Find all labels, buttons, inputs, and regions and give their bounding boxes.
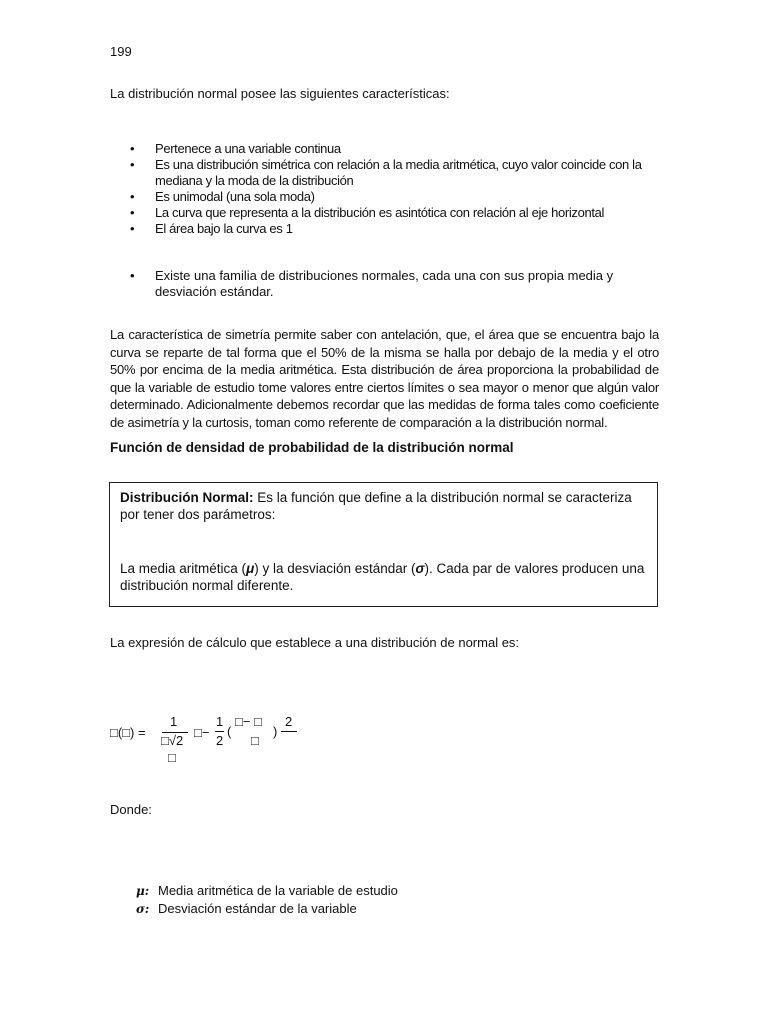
mu-symbol: μ bbox=[246, 561, 255, 576]
legend-symbol: μ: bbox=[136, 884, 150, 898]
params-prefix: La media aritmética ( bbox=[120, 561, 247, 576]
definition-term: Distribución Normal: bbox=[120, 490, 254, 505]
family-list bbox=[130, 268, 670, 300]
definition-body: Es la función que define a la distribución normal se caracteriza por tener dos parámetros: bbox=[120, 490, 632, 522]
normal-density-formula bbox=[110, 712, 350, 772]
formula-fraction-bar bbox=[215, 731, 224, 732]
formula-exp-base: □− bbox=[194, 725, 210, 740]
formula-frac1-denominator: □√2 bbox=[161, 733, 184, 748]
calc-intro-text: La expresión de cálculo que establece a una distribución de normal es: bbox=[110, 635, 520, 650]
section-heading: Función de densidad de probabilidad de la distribución normal bbox=[110, 440, 514, 455]
list-item: • El área bajo la curva es 1 bbox=[130, 221, 670, 237]
formula-open-paren: ( bbox=[227, 724, 232, 739]
formula-half-numerator: 1 bbox=[216, 714, 224, 729]
definition-box bbox=[109, 482, 658, 607]
formula-close-paren: ) bbox=[273, 724, 278, 739]
formula-power: 2 bbox=[285, 714, 293, 729]
params-middle: ) y la desviación estándar ( bbox=[254, 561, 416, 576]
legend-description: Media aritmética de la variable de estudio bbox=[158, 883, 398, 898]
formula-frac1-subscript: □ bbox=[168, 750, 176, 765]
formula-half-denominator: 2 bbox=[216, 733, 224, 748]
legend-symbol: σ: bbox=[136, 902, 150, 916]
sigma-symbol: σ bbox=[415, 561, 425, 576]
formula-fraction-bar bbox=[281, 731, 297, 732]
donde-label: Donde: bbox=[110, 802, 152, 817]
symmetry-paragraph: La característica de simetría permite saber con antelación, que, el área que se encuentra bajo la curva se reparte de tal forma que el 50% de la misma se halla por debajo de la media y el otro 50% por encima de la media aritmética. Esta distribución de área proporciona la probabilidad de que la variable de estudio tome valores entre ciertos límites o sea mayor o menor que algún valor determinado. Adicionalmente debemos recordar que las medidas de forma tales como coeficiente de asimetría y la curtosis, toman como referente de comparación a la distribución normal. bbox=[110, 327, 659, 430]
params-suffix: ). Cada par de valores producen una distribución normal diferente. bbox=[120, 561, 645, 593]
legend-description: Desviación estándar de la variable bbox=[158, 901, 357, 916]
parameters-text bbox=[120, 560, 647, 594]
definition-text bbox=[120, 489, 647, 523]
page-number: 199 bbox=[110, 44, 132, 59]
formula-frac1-numerator: 1 bbox=[170, 714, 178, 729]
list-item: • La curva que representa a la distribución es asintótica con relación al eje horizontal bbox=[130, 205, 670, 221]
list-item: • Existe una familia de distribuciones normales, cada una con sus propia media y desviación estándar. bbox=[130, 268, 670, 300]
symbol-legend bbox=[136, 882, 398, 918]
formula-inner-denominator: □ bbox=[251, 733, 259, 748]
formula-lhs: □(□) = bbox=[110, 725, 146, 740]
list-item: • Es una distribución simétrica con relación a la media aritmética, cuyo valor coincide con la mediana y la moda de la distribución bbox=[130, 157, 670, 189]
legend-row-mu bbox=[136, 882, 398, 900]
intro-text: La distribución normal posee las siguientes características: bbox=[110, 86, 450, 101]
characteristics-list bbox=[130, 141, 670, 237]
list-item: • Pertenece a una variable continua bbox=[130, 141, 670, 157]
formula-inner-numerator: □− □ bbox=[235, 714, 262, 729]
legend-row-sigma bbox=[136, 900, 398, 918]
list-item: • Es unimodal (una sola moda) bbox=[130, 189, 670, 205]
